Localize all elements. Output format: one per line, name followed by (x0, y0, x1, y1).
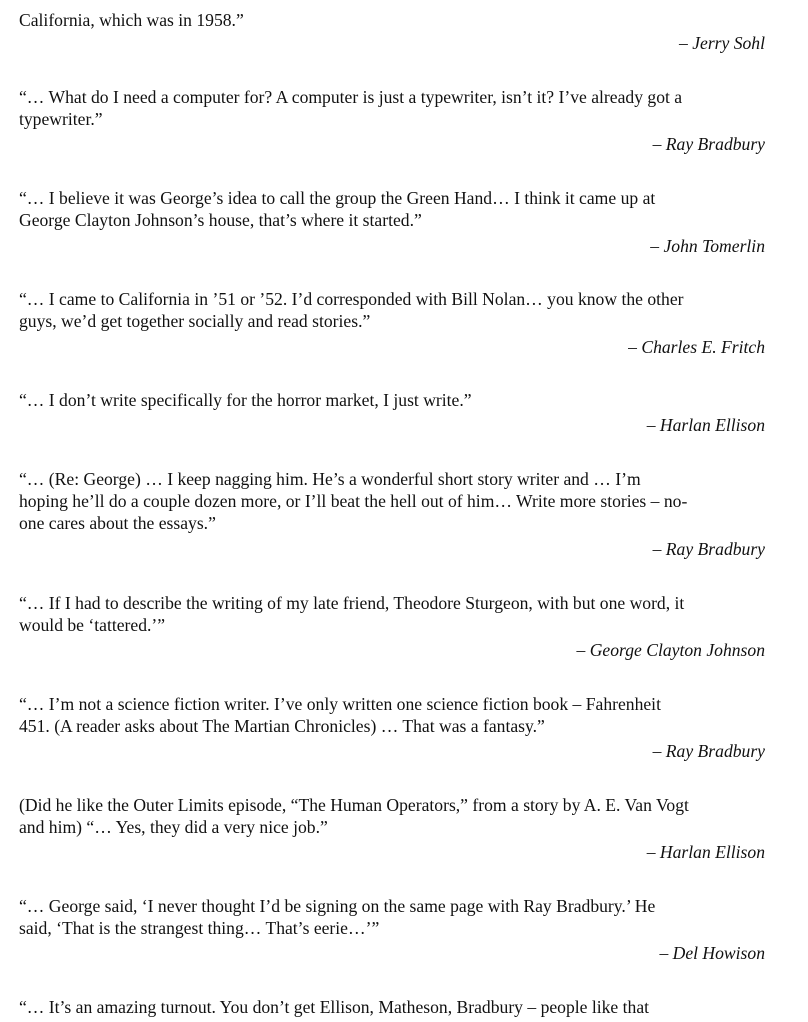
quote-attribution: – Del Howison (659, 943, 765, 963)
quote-line: George Clayton Johnson’s house, that’s where it started.” (19, 210, 422, 230)
quote-line: “… (Re: George) … I keep nagging him. He’s a wonderful short story writer and … I’m (19, 469, 641, 489)
quote-line: (Did he like the Outer Limits episode, “The Human Operators,” from a story by A. E. Van Vogt (19, 795, 689, 815)
quote-line: would be ‘tattered.’” (19, 615, 166, 635)
quote-line: “… It’s an amazing turnout. You don’t get Ellison, Matheson, Bradbury – people like that (19, 997, 650, 1017)
quote-attribution: – John Tomerlin (650, 236, 765, 256)
quote-line: typewriter.” (19, 109, 103, 129)
quote-line: one cares about the essays.” (19, 513, 216, 533)
quote-line: guys, we’d get together socially and read stories.” (19, 311, 371, 331)
quote-line: 451. (A reader asks about The Martian Chronicles) … That was a fantasy.” (19, 716, 545, 736)
quote-attribution: – Harlan Ellison (646, 842, 765, 862)
quote-attribution: – Ray Bradbury (652, 741, 765, 761)
quote-line: “… I came to California in ’51 or ’52. I’d corresponded with Bill Nolan… you know the other (19, 289, 684, 309)
quote-line: and him) “… Yes, they did a very nice job.” (19, 817, 328, 837)
quote-line: said, ‘That is the strangest thing… That’s eerie…’” (19, 918, 380, 938)
quote-line: California, which was in 1958.” (19, 10, 244, 30)
quote-attribution: – Charles E. Fritch (628, 337, 765, 357)
quote-line: “… I don’t write specifically for the horror market, I just write.” (19, 390, 472, 410)
quote-line: hoping he’ll do a couple dozen more, or I’ll beat the hell out of him… Write more stories – no- (19, 491, 688, 511)
quote-attribution: – Ray Bradbury (652, 539, 765, 559)
quote-line: “… George said, ‘I never thought I’d be signing on the same page with Ray Bradbury.’ He (19, 896, 656, 916)
quote-attribution: – Ray Bradbury (652, 134, 765, 154)
quote-line: “… What do I need a computer for? A computer is just a typewriter, isn’t it? I’ve already got a (19, 87, 683, 107)
quote-attribution: – Harlan Ellison (646, 415, 765, 435)
quote-line: “… I believe it was George’s idea to call the group the Green Hand… I think it came up at (19, 188, 656, 208)
quote-line: “… I’m not a science fiction writer. I’ve only written one science fiction book – Fahrenheit (19, 694, 661, 714)
quote-line: “… If I had to describe the writing of my late friend, Theodore Sturgeon, with but one word, it (19, 593, 685, 613)
quote-attribution: – Jerry Sohl (679, 33, 765, 53)
quote-attribution: – George Clayton Johnson (576, 640, 765, 660)
